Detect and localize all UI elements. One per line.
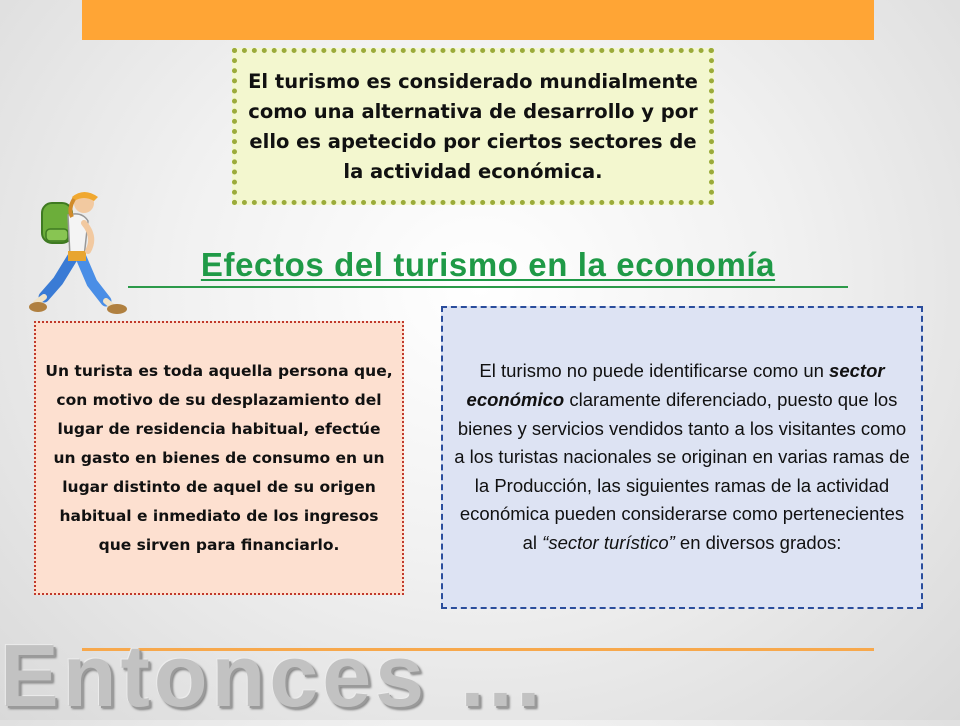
tourism-sector-box — [441, 306, 923, 609]
top-accent-bar — [82, 0, 874, 40]
intro-text-box — [232, 48, 714, 205]
sector-emphasis-economic: sector económico — [466, 360, 885, 411]
sector-emphasis-tourism: “sector turístico” — [542, 531, 675, 553]
sector-text-part1: El turismo no puede identificarse como un — [479, 360, 830, 382]
tourist-definition-text: Un turista es toda aquella persona que, con motivo de su desplazamiento del lugar de residencia habitual, efectúe un gasto en bienes de consumo en un lugar distinto de aquel de su origen habitual e inmediato de los ingresos que sirven para financiarlo. — [45, 361, 393, 554]
footer-title: Entonces … — [0, 626, 549, 725]
section-heading — [128, 244, 848, 288]
hiker-with-backpack-icon — [22, 185, 134, 320]
sector-text-part2: claramente diferenciado, puesto que los bienes y servicios vendidos tanto a los visitantes como a los turistas nacionales se originan en varias ramas de la Producción, las siguientes ramas de la actividad económica pueden considerarse como pertenecientes al — [454, 389, 910, 553]
tourist-definition-box — [34, 321, 404, 595]
intro-text: El turismo es considerado mundialmente como una alternativa de desarrollo y por ello es apetecido por ciertos sectores de la actividad económica. — [248, 69, 698, 183]
heading-text: Efectos del turismo en la economía — [200, 246, 776, 283]
tourism-sector-text — [451, 357, 913, 557]
sector-text-part3: en diversos grados: — [674, 531, 842, 553]
